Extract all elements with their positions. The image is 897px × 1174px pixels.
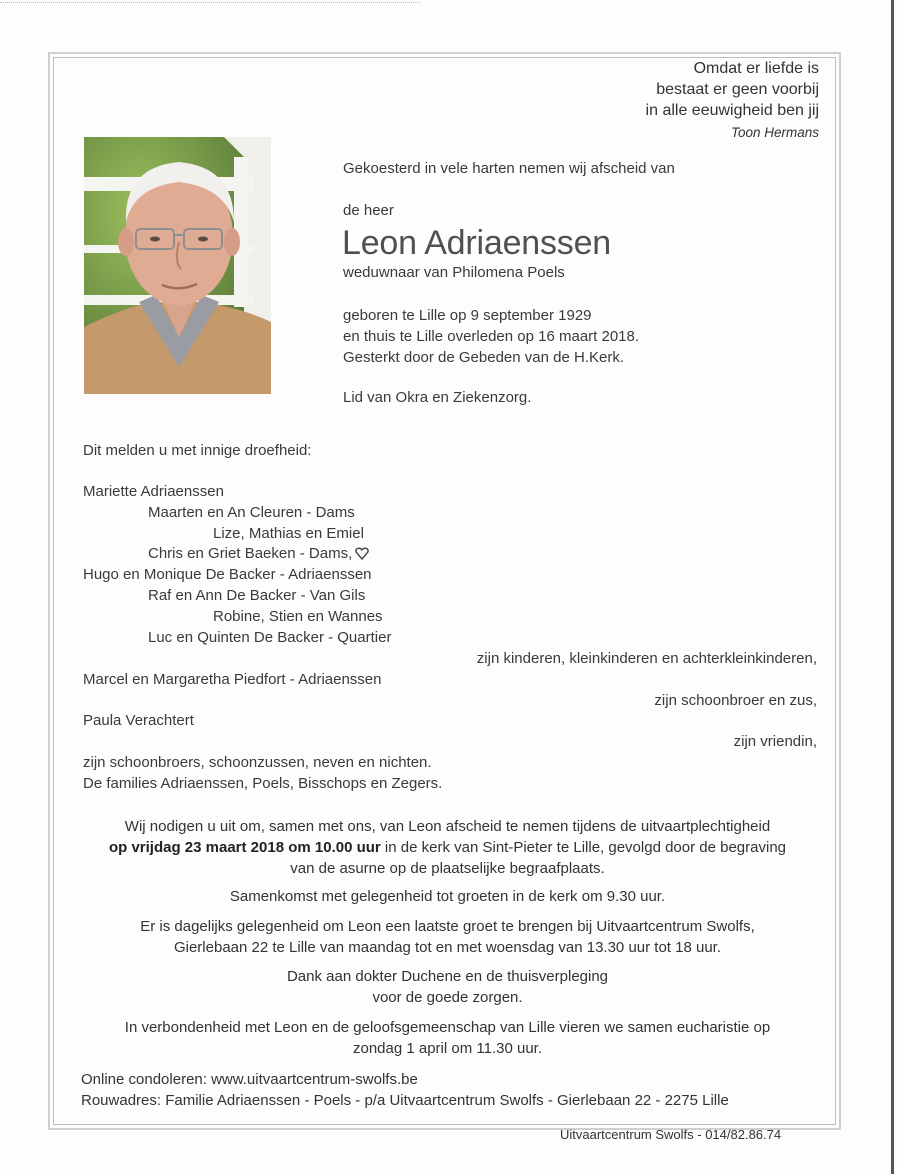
family-member — [83, 524, 391, 545]
thanks-line: voor de goede zorgen. — [372, 989, 523, 1006]
scan-artifact-top — [0, 2, 420, 4]
quote-line: bestaat er geen voorbij — [656, 81, 819, 98]
mourning-address: Rouwadres: Familie Adriaenssen - Poels - p/a Uitvaartcentrum Swolfs - Gierlebaan 22 - 2275 Lille — [81, 1092, 729, 1109]
family-member — [83, 503, 391, 524]
extended-family-line: zijn schoonbroers, schoonzussen, neven en nichten. — [83, 754, 432, 771]
family-member — [83, 482, 391, 503]
ceremony-line: Wij nodigen u uit om, samen met ons, van Leon afscheid te nemen tijdens de uitvaartplechtigheid — [124, 818, 771, 835]
ceremony-line — [60, 837, 835, 858]
family-list — [83, 482, 391, 648]
footer-block — [81, 1069, 729, 1111]
family-member — [83, 586, 391, 607]
membership-line: Lid van Okra en Ziekenzorg. — [343, 389, 532, 406]
ceremony-date: op vrijdag 23 maart 2018 om 10.00 uur — [108, 839, 381, 856]
intro-text: Gekoesterd in vele harten nemen wij afscheid van — [343, 160, 675, 177]
friend-name: Paula Verachtert — [83, 712, 194, 729]
condolence-label: Online condoleren: — [81, 1071, 212, 1088]
eucharist-line: In verbondenheid met Leon en de geloofsgemeenschap van Lille vieren we samen eucharistie op — [124, 1019, 771, 1036]
relation-in-laws: zijn schoonbroer en zus, — [654, 692, 817, 709]
visitation-line: Gierlebaan 22 te Lille van maandag tot en met woensdag van 13.30 uur tot 18 uur. — [173, 939, 722, 956]
family-member-name: Maarten en An Cleuren - Dams — [148, 503, 355, 521]
relation-friend: zijn vriendin, — [733, 733, 817, 750]
portrait-illustration — [84, 137, 271, 394]
family-member-name: Raf en Ann De Backer - Van Gils — [148, 586, 366, 604]
ceremony-paragraph — [60, 816, 835, 879]
in-laws-names: Marcel en Margaretha Piedfort - Adriaenssen — [83, 671, 382, 688]
title-prefix: de heer — [343, 202, 394, 219]
family-member-name: Chris en Griet Baeken - Dams, — [148, 545, 353, 563]
thanks-paragraph — [60, 966, 835, 1008]
condolence-link[interactable]: www.uitvaartcentrum-swolfs.be — [211, 1071, 418, 1088]
ceremony-location: in de kerk van Sint-Pieter te Lille, gevolgd door de begraving — [380, 839, 787, 856]
condolence-line — [81, 1069, 729, 1090]
family-member-name: Robine, Stien en Wannes — [213, 607, 383, 625]
family-member-name: Hugo en Monique De Backer - Adriaenssen — [83, 566, 372, 584]
thanks-line: Dank aan dokter Duchene en de thuisverpleging — [286, 968, 609, 985]
family-member-name: Lize, Mathias en Emiel — [213, 524, 364, 542]
quote-line: in alle eeuwigheid ben jij — [645, 102, 819, 119]
family-member — [83, 607, 391, 628]
relation-children: zijn kinderen, kleinkinderen en achterkleinkinderen, — [476, 650, 817, 667]
announcement-line: Dit melden u met innige droefheid: — [83, 442, 312, 459]
family-member-name: Luc en Quinten De Backer - Quartier — [148, 628, 392, 646]
family-member-name: Mariette Adriaenssen — [83, 483, 224, 500]
family-member — [83, 565, 391, 586]
family-member — [83, 544, 391, 565]
eucharist-paragraph — [60, 1017, 835, 1059]
death-line: en thuis te Lille overleden op 16 maart 2018. — [343, 328, 640, 345]
ceremony-line: van de asurne op de plaatselijke begraafplaats. — [290, 860, 605, 877]
quote-line: Omdat er liefde is — [693, 60, 819, 77]
bio-block — [343, 305, 639, 368]
sacrament-line: Gesterkt door de Gebeden van de H.Kerk. — [343, 349, 624, 366]
heart-icon — [355, 547, 369, 560]
undertaker-credit: Uitvaartcentrum Swolfs - 014/82.86.74 — [560, 1127, 782, 1142]
poem-quote — [646, 58, 819, 145]
scan-edge-right — [891, 0, 894, 1174]
portrait-photo — [84, 137, 271, 394]
birth-line: geboren te Lille op 9 september 1929 — [343, 307, 592, 324]
widower-line: weduwnaar van Philomena Poels — [343, 264, 565, 281]
visitation-paragraph — [60, 916, 835, 958]
family-member — [83, 628, 391, 649]
visitation-line: Er is dagelijks gelegenheid om Leon een laatste groet te brengen bij Uitvaartcentrum Swolfs, — [140, 918, 755, 935]
quote-author: Toon Hermans — [730, 125, 819, 140]
gathering-line: Samenkomst met gelegenheid tot groeten in de kerk om 9.30 uur. — [229, 888, 666, 905]
deceased-name: Leon Adriaenssen — [342, 224, 612, 262]
eucharist-line: zondag 1 april om 11.30 uur. — [352, 1040, 543, 1057]
families-line: De families Adriaenssen, Poels, Bisschops en Zegers. — [83, 775, 443, 792]
